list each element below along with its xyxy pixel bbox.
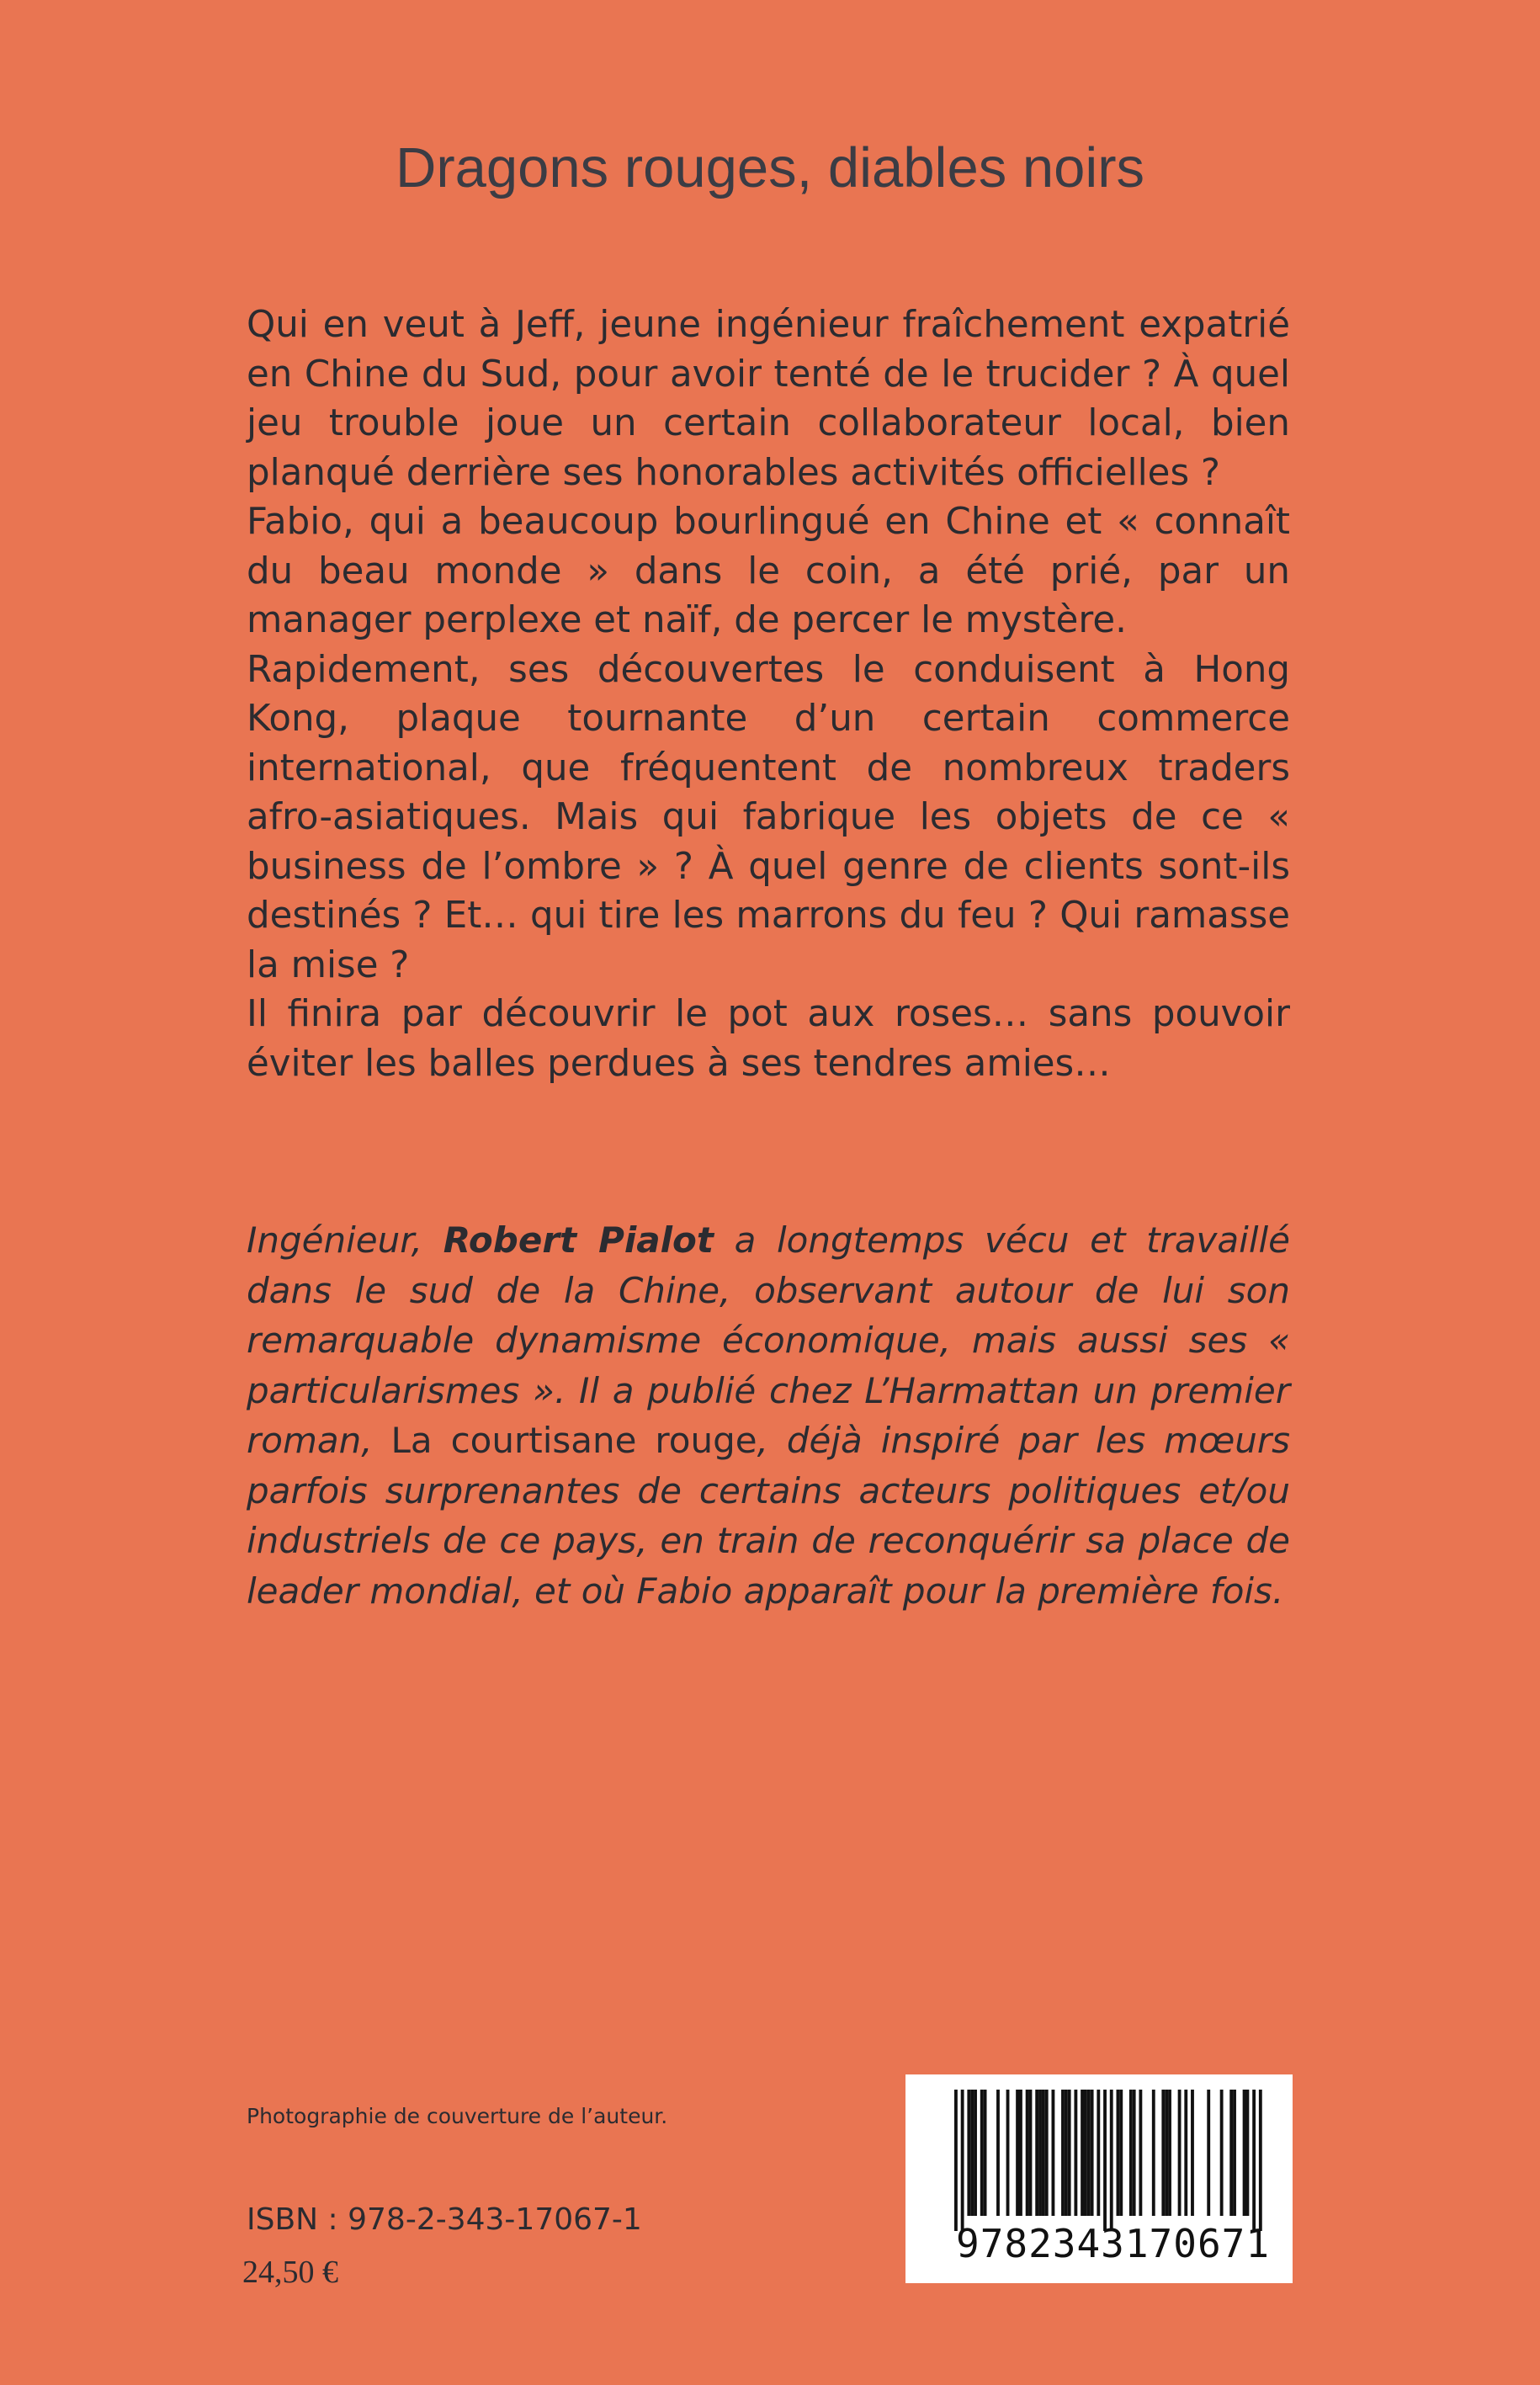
barcode-bar <box>1103 2090 1107 2231</box>
photo-credit: Photographie de couverture de l’auteur. <box>247 2104 668 2128</box>
barcode-bar <box>1139 2090 1142 2216</box>
barcode-bar <box>1133 2090 1136 2216</box>
barcode-bar <box>980 2090 984 2216</box>
barcode-bar <box>1243 2090 1246 2216</box>
bio-text: a longtemps vécu et travaillé dans le sud de la Chine, observant autour de lui son remarquable dynamisme économique, mais aussi ses « particularismes ». Il a publié chez L’Harmattan un premier roman, <box>247 1219 1290 1461</box>
barcode-bar <box>1220 2090 1224 2216</box>
barcode-bar <box>1168 2090 1171 2216</box>
synopsis-paragraph: Fabio, qui a beaucoup bourlingué en Chine et « connaît du beau monde » dans le coin, a été prié, par un manager perplexe et naïf, de percer le mystère. <box>247 501 1290 641</box>
isbn: ISBN : 978-2-343-17067-1 <box>247 2202 642 2237</box>
barcode-bar <box>1259 2090 1262 2231</box>
barcode-bar <box>961 2090 964 2231</box>
barcode-bar <box>1006 2090 1010 2216</box>
barcode-bar <box>1097 2090 1100 2216</box>
barcode-bar <box>1110 2090 1113 2231</box>
synopsis-paragraph: Il finira par découvrir le pot aux roses… sans pouvoir éviter les balles perdues à ses tendres amies… <box>247 993 1290 1085</box>
synopsis <box>247 300 1290 1088</box>
barcode-bar <box>1016 2090 1019 2216</box>
barcode-bar <box>1161 2090 1165 2216</box>
book-title: Dragons rouges, diables noirs <box>395 136 1145 199</box>
barcode-bar <box>1233 2090 1236 2216</box>
author-name: Robert Pialot <box>443 1219 714 1261</box>
synopsis-paragraph: Rapidement, ses découvertes le conduisent à Hong Kong, plaque tournante d’un certain commerce international, que fréquentent de nombreux traders afro-asiatiques. Mais qui fabrique les objets de ce « business de l’ombre » ? À quel genre de clients sont-ils destinés ? Et… qui tire les marrons du feu ? Qui ramasse la mise ? <box>247 648 1290 986</box>
barcode-bar <box>967 2090 970 2216</box>
barcode-bar <box>1038 2090 1042 2216</box>
barcode-bar <box>984 2090 987 2216</box>
synopsis-paragraph: Qui en veut à Jeff, jeune ingénieur fraîchement expatrié en Chine du Sud, pour avoir tenté de le trucider ? À quel jeu trouble joue un certain collaborateur local, bien planqué derrière ses honorables activités officielles ? <box>247 304 1290 494</box>
barcode-bar <box>1074 2090 1077 2216</box>
barcode-bar <box>1252 2090 1256 2231</box>
barcode-digits: 9782343170671 <box>956 2221 1271 2266</box>
first-novel-title: La courtisane rouge <box>390 1420 757 1461</box>
barcode-bar <box>1184 2090 1187 2216</box>
barcode-bar <box>1246 2090 1250 2216</box>
barcode-bar <box>1019 2090 1022 2216</box>
barcode-bar <box>1068 2090 1071 2216</box>
barcode-bar <box>1026 2090 1029 2216</box>
barcode-bar <box>1129 2090 1133 2216</box>
barcode-bar <box>1087 2090 1091 2216</box>
barcode-bar <box>1029 2090 1033 2216</box>
barcode-bar <box>1035 2090 1038 2216</box>
barcode-bar <box>1165 2090 1168 2216</box>
barcode-bar <box>1178 2090 1182 2216</box>
barcode-bar <box>1229 2090 1233 2216</box>
price: 24,50 € <box>242 2255 338 2290</box>
author-bio <box>247 1215 1290 1616</box>
bio-text: , déjà inspiré par les mœurs parfois surprenantes de certains acteurs politiques et/ou industriels de ce pays, en train de reconquérir sa place de leader mondial, et où Fabio apparaît pour la première fois. <box>247 1420 1291 1612</box>
barcode-bar <box>1042 2090 1045 2216</box>
barcode-bar <box>1045 2090 1049 2216</box>
barcode-bar <box>1119 2090 1123 2216</box>
bio-intro: Ingénieur, <box>247 1219 443 1261</box>
barcode-bar <box>1065 2090 1068 2216</box>
barcode <box>905 2074 1293 2283</box>
barcode-bar <box>996 2090 1000 2216</box>
barcode-bar <box>1117 2090 1120 2216</box>
barcode-bar <box>1061 2090 1065 2216</box>
barcode-bar <box>1152 2090 1155 2216</box>
barcode-bar <box>1207 2090 1210 2216</box>
barcode-bar <box>1091 2090 1094 2216</box>
barcode-bar <box>974 2090 977 2216</box>
barcode-bar <box>1052 2090 1055 2216</box>
author-bio-paragraph <box>247 1215 1290 1616</box>
barcode-bar <box>1084 2090 1087 2216</box>
barcode-bar <box>1191 2090 1194 2216</box>
barcode-bar <box>1081 2090 1084 2216</box>
barcode-bar <box>970 2090 974 2216</box>
barcode-bar <box>954 2090 958 2231</box>
